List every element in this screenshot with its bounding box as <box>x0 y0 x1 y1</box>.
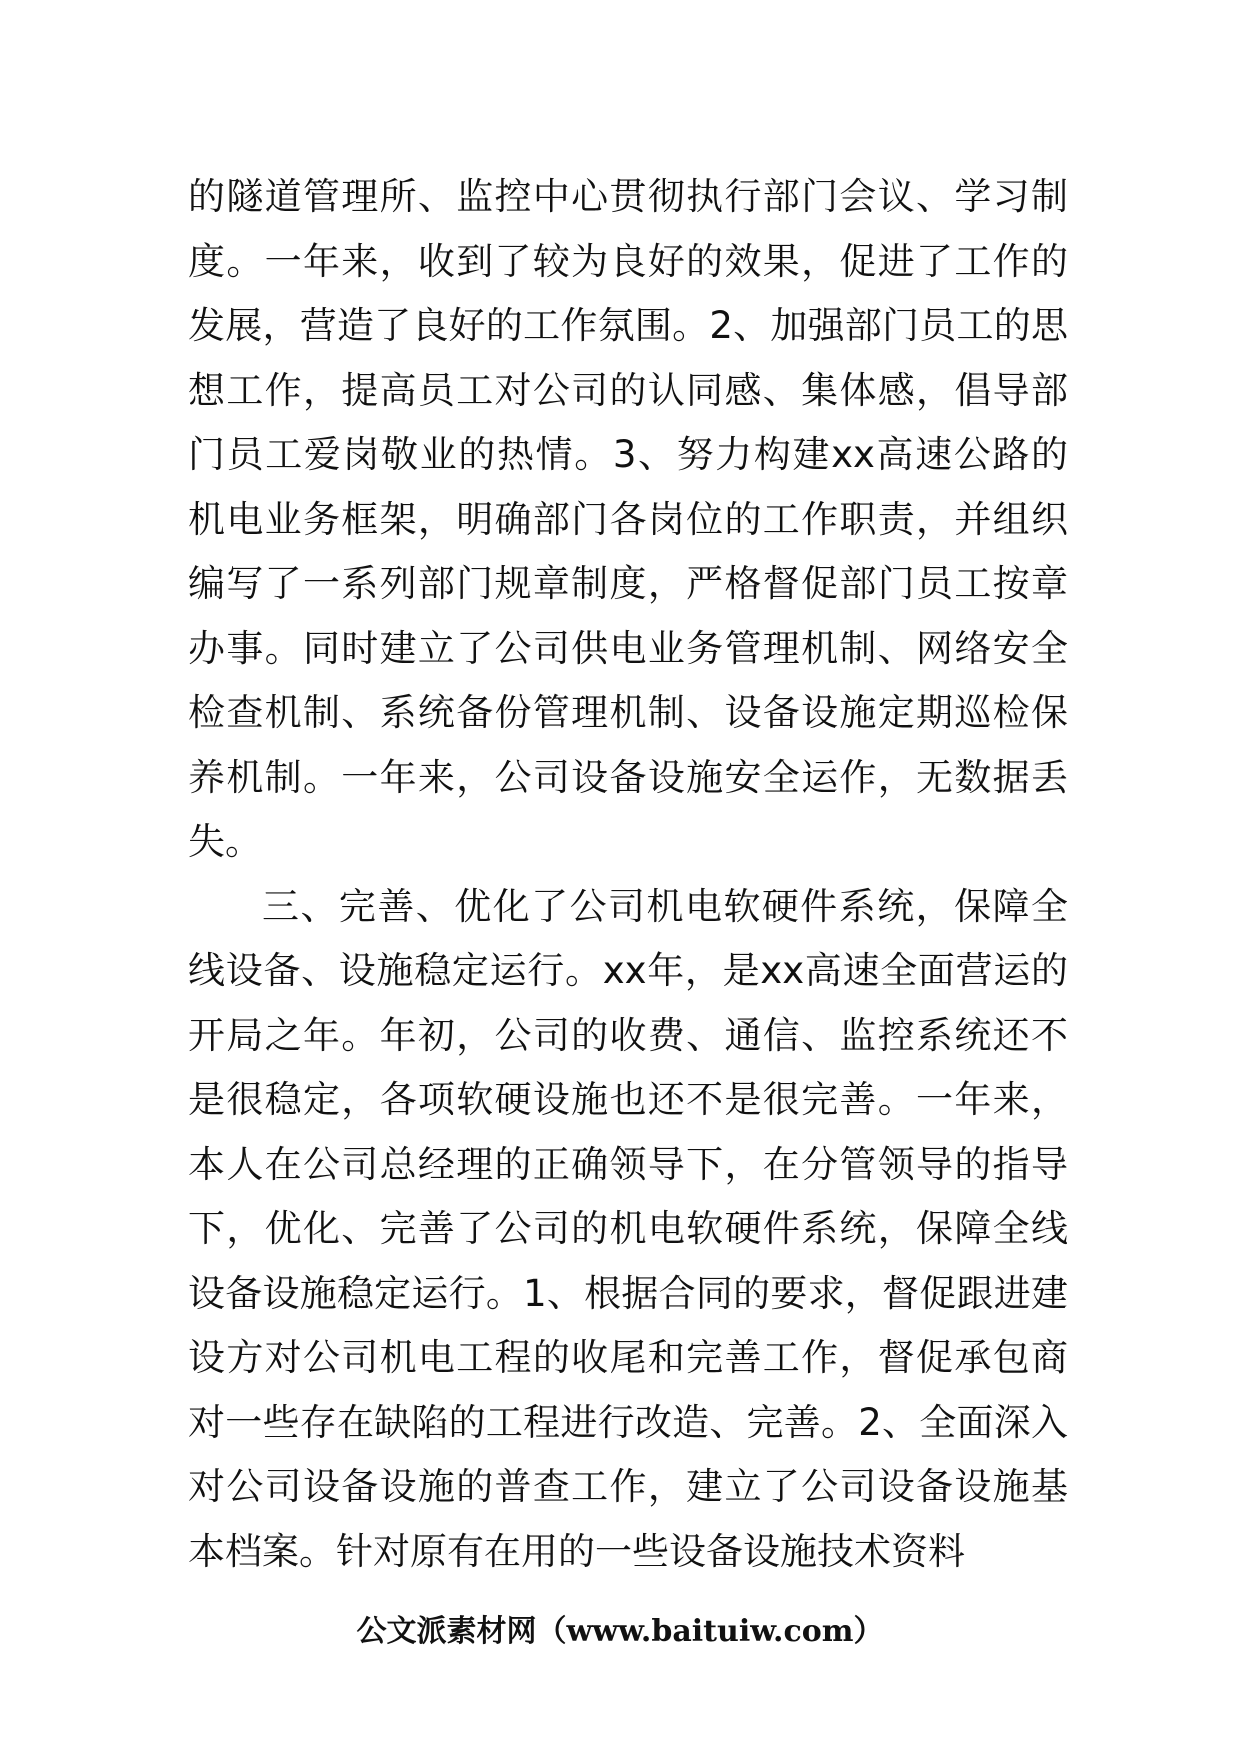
page-footer-watermark: 公文派素材网（www.baituiw.com） <box>356 1614 884 1649</box>
paragraph-section-three: 三、完善、优化了公司机电软硬件系统，保障全线设备、设施稳定运行。xx年，是xx高速全面营运的开局之年。年初，公司的收费、通信、监控系统还不是很稳定，各项软硬设施也还不是很完善。一年来，本人在公司总经理的正确领导下，在分管领导的指导下，优化、完善了公司的机电软硬件系统，保障全线设备设施稳定运行。1、根据合同的要求，督促跟进建设方对公司机电工程的收尾和完善工作，督促承包商对一些存在缺陷的工程进行改造、完善。2、全面深入对公司设备设施的普查工作，建立了公司设备设施基本档案。针对原有在用的一些设备设施技术资料 <box>188 884 1068 1573</box>
document-body <box>188 165 1068 1584</box>
paragraph-continuation: 的隧道管理所、监控中心贯彻执行部门会议、学习制度。一年来，收到了较为良好的效果，促进了工作的发展，营造了良好的工作氛围。2、加强部门员工的思想工作，提高员工对公司的认同感、集体感，倡导部门员工爱岗敬业的热情。3、努力构建xx高速公路的机电业务框架，明确部门各岗位的工作职责，并组织编写了一系列部门规章制度，严格督促部门员工按章办事。同时建立了公司供电业务管理机制、网络安全检查机制、系统备份管理机制、设备设施定期巡检保养机制。一年来，公司设备设施安全运作，无数据丢失。 <box>188 175 1068 863</box>
